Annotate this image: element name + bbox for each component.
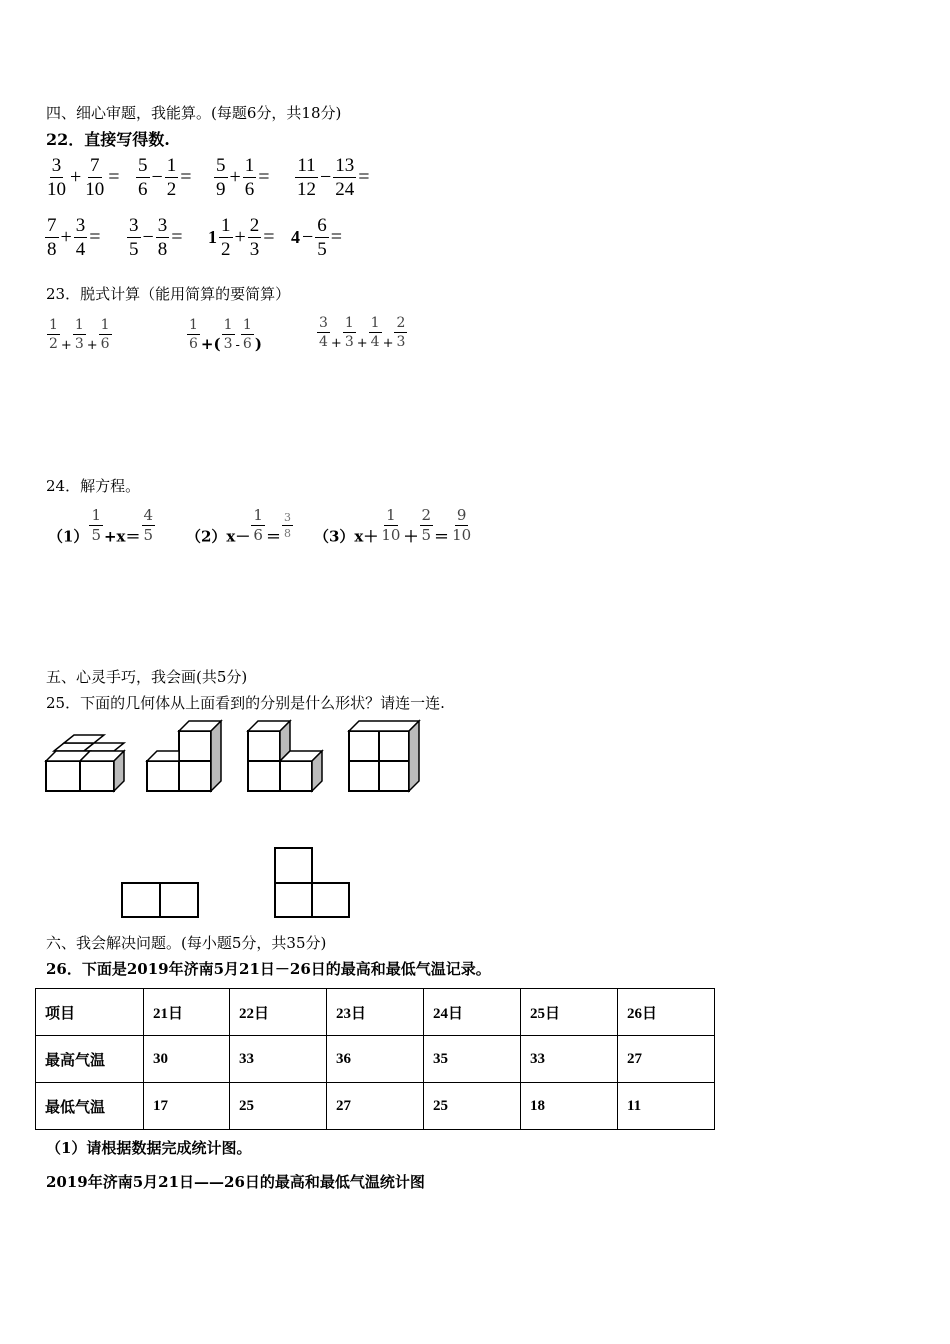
q23-expression-1: $\frac{1}{2}$ $_+$ $\frac{1}{3}$ $_+$ $\frac{1}{6}$ xyxy=(49,317,110,353)
table-cell: 22日 xyxy=(230,989,327,1036)
table-row-high xyxy=(36,1036,715,1083)
chart-title: 2019年济南5月21日——26日的最高和最低气温统计图 xyxy=(46,1173,425,1191)
q22-row1-item4: $\frac{11}{12}$ − $\frac{13}{24}$ = xyxy=(297,155,370,200)
q26-sub1: （1）请根据数据完成统计图。 xyxy=(46,1139,252,1157)
table-cell: 25 xyxy=(424,1083,521,1130)
q24-equation-2: （2）x－ $\frac{1}{6}$ ＝ $\frac{3}{8}$ xyxy=(186,506,291,546)
top-view-2 xyxy=(275,848,349,917)
q23-expression-3: $\frac{3}{4}$ $_+$ $\frac{1}{3}$ $_+$ $\frac{1}{4}$ $_+$ $\frac{2}{3}$ xyxy=(319,315,406,351)
section-4-heading: 四、细心审题，我能算。(每题6分，共18分) xyxy=(46,104,342,122)
table-cell: 27 xyxy=(618,1036,715,1083)
section-5-heading: 五、心灵手巧，我会画(共5分) xyxy=(46,668,248,686)
table-header-row xyxy=(36,989,715,1036)
table-cell: 27 xyxy=(327,1083,424,1130)
table-cell: 25 xyxy=(230,1083,327,1130)
q22-label: 22．直接写得数. xyxy=(46,130,170,149)
table-cell: 最低气温 xyxy=(36,1083,144,1130)
q22-row1-item1: $\frac{3}{10}$ + $\frac{7}{10}$ = xyxy=(47,155,120,200)
table-cell: 35 xyxy=(424,1036,521,1083)
q22-row2-item3: 1 $\frac{1}{2}$ + $\frac{2}{3}$ = xyxy=(208,215,275,260)
table-cell: 17 xyxy=(144,1083,230,1130)
q26-label: 26．下面是2019年济南5月21日－26日的最高和最低气温记录。 xyxy=(46,960,491,978)
q24-label: 24．解方程。 xyxy=(46,477,141,495)
q22-row1-item2: $\frac{5}{6}$ − $\frac{1}{2}$ = xyxy=(138,155,192,200)
q24-equation-1: （1） $\frac{1}{5}$ +x＝ $\frac{4}{5}$ xyxy=(48,506,154,546)
solid-1 xyxy=(46,735,124,791)
table-cell: 33 xyxy=(521,1036,618,1083)
table-cell: 18 xyxy=(521,1083,618,1130)
table-cell: 24日 xyxy=(424,989,521,1036)
table-cell: 36 xyxy=(327,1036,424,1083)
q25-top-views xyxy=(115,840,360,925)
table-cell: 25日 xyxy=(521,989,618,1036)
table-cell: 21日 xyxy=(144,989,230,1036)
top-view-1 xyxy=(122,883,198,917)
q24-equation-3: （3）x＋ $\frac{1}{10}$ ＋ $\frac{2}{5}$ ＝ $\frac{9}{10}$ xyxy=(314,506,472,546)
q23-label: 23．脱式计算（能用简算的要简算） xyxy=(46,285,291,303)
table-cell: 30 xyxy=(144,1036,230,1083)
table-cell: 23日 xyxy=(327,989,424,1036)
table-cell: 项目 xyxy=(36,989,144,1036)
solid-4 xyxy=(349,721,419,791)
q22-row2-item2: $\frac{3}{5}$ − $\frac{3}{8}$ = xyxy=(129,215,183,260)
q25-label: 25．下面的几何体从上面看到的分别是什么形状？请连一连. xyxy=(46,694,445,712)
table-cell: 最高气温 xyxy=(36,1036,144,1083)
temperature-table xyxy=(35,988,715,1130)
q23-expression-2: $\frac{1}{6}$ +( $\frac{1}{3}$ $_-$ $\frac{1}{6}$ ) xyxy=(189,317,262,353)
table-cell: 11 xyxy=(618,1083,715,1130)
q22-row1-item3: $\frac{5}{9}$ + $\frac{1}{6}$ = xyxy=(216,155,270,200)
q22-row2-item4: 4 − $\frac{6}{5}$ = xyxy=(291,215,343,260)
table-row-low xyxy=(36,1083,715,1130)
table-cell: 33 xyxy=(230,1036,327,1083)
q22-row2-item1: $\frac{7}{8}$ + $\frac{3}{4}$ = xyxy=(47,215,101,260)
solid-3 xyxy=(248,721,322,791)
solid-2 xyxy=(147,721,221,791)
table-cell: 26日 xyxy=(618,989,715,1036)
section-6-heading: 六、我会解决问题。(每小题5分，共35分) xyxy=(46,934,327,952)
q25-solids xyxy=(40,715,440,800)
